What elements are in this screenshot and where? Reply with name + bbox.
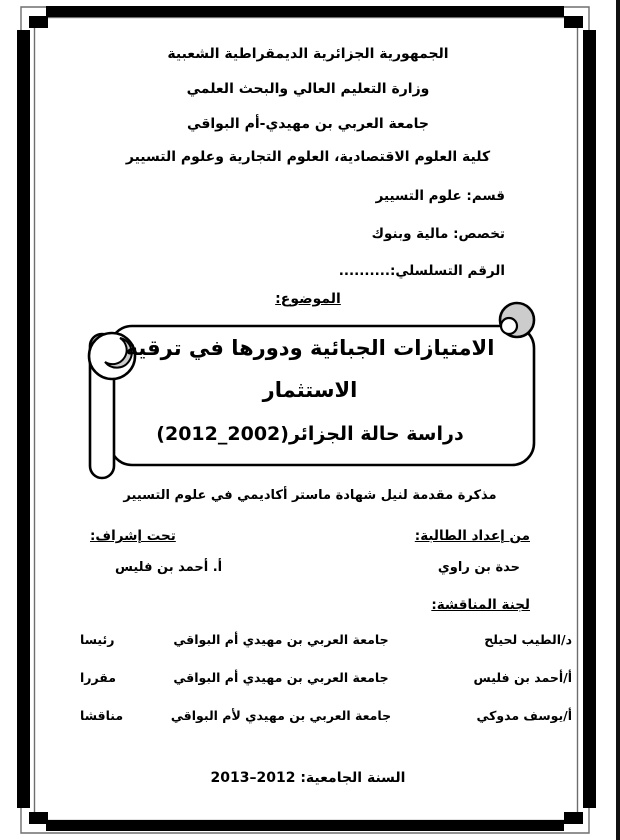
header-line-university: جامعة العربي بن مهيدي-أم البواقي <box>187 116 429 132</box>
header-line-faculty: كلية العلوم الاقتصادية، العلوم التجارية وعلوم التسيير <box>125 149 491 165</box>
member-name: د/الطيب لحيلح <box>484 632 572 647</box>
committee-row <box>0 632 620 647</box>
thesis-title-line2: الاستثمار <box>262 378 358 402</box>
member-university: جامعة العربي بن مهيدي أم البواقي <box>173 632 389 647</box>
member-name: أ/أحمد بن فليس <box>473 670 572 685</box>
member-role: رئيسا <box>80 632 115 647</box>
member-name: أ/يوسف مدوكي <box>476 708 572 723</box>
department-line: قسم: علوم التسيير <box>375 188 505 204</box>
member-university: جامعة العربي بن مهيدي أم البواقي <box>173 670 389 685</box>
committee-label: لجنة المناقشة: <box>431 597 530 613</box>
specialty-line: تخصص: مالية وبنوك <box>371 226 505 242</box>
supervisor-name: أ. أحمد بن فليس <box>115 560 223 575</box>
member-role: مقررا <box>80 670 116 685</box>
memoir-note: مذكرة مقدمة لنيل شهادة ماستر أكاديمي في علوم التسيير <box>123 488 497 503</box>
serial-number-line: الرقم التسلسلي:.......... <box>338 263 505 279</box>
subject-label: الموضوع: <box>275 291 341 307</box>
member-role: مناقشا <box>80 708 124 723</box>
thesis-title-line1: الامتيازات الجبائية ودورها في ترقية <box>125 336 495 360</box>
prepared-by-label: من إعداد الطالبة: <box>414 528 530 544</box>
committee-row <box>0 670 620 685</box>
header-line-ministry: وزارة التعليم العالي والبحث العلمي <box>186 81 430 97</box>
supervisor-label: تحت إشراف: <box>90 528 176 544</box>
committee-row <box>0 708 620 723</box>
member-university: جامعة العربي بن مهيدي لأم البواقي <box>170 708 392 723</box>
header-line-republic: الجمهورية الجزائرية الديمقراطية الشعبية <box>167 46 449 62</box>
thesis-title-line3: دراسة حالة الجزائر(2002_2012) <box>156 423 464 445</box>
academic-year: السنة الجامعية: 2012–2013 <box>210 770 406 786</box>
student-name: حدة بن راوي <box>437 560 520 575</box>
